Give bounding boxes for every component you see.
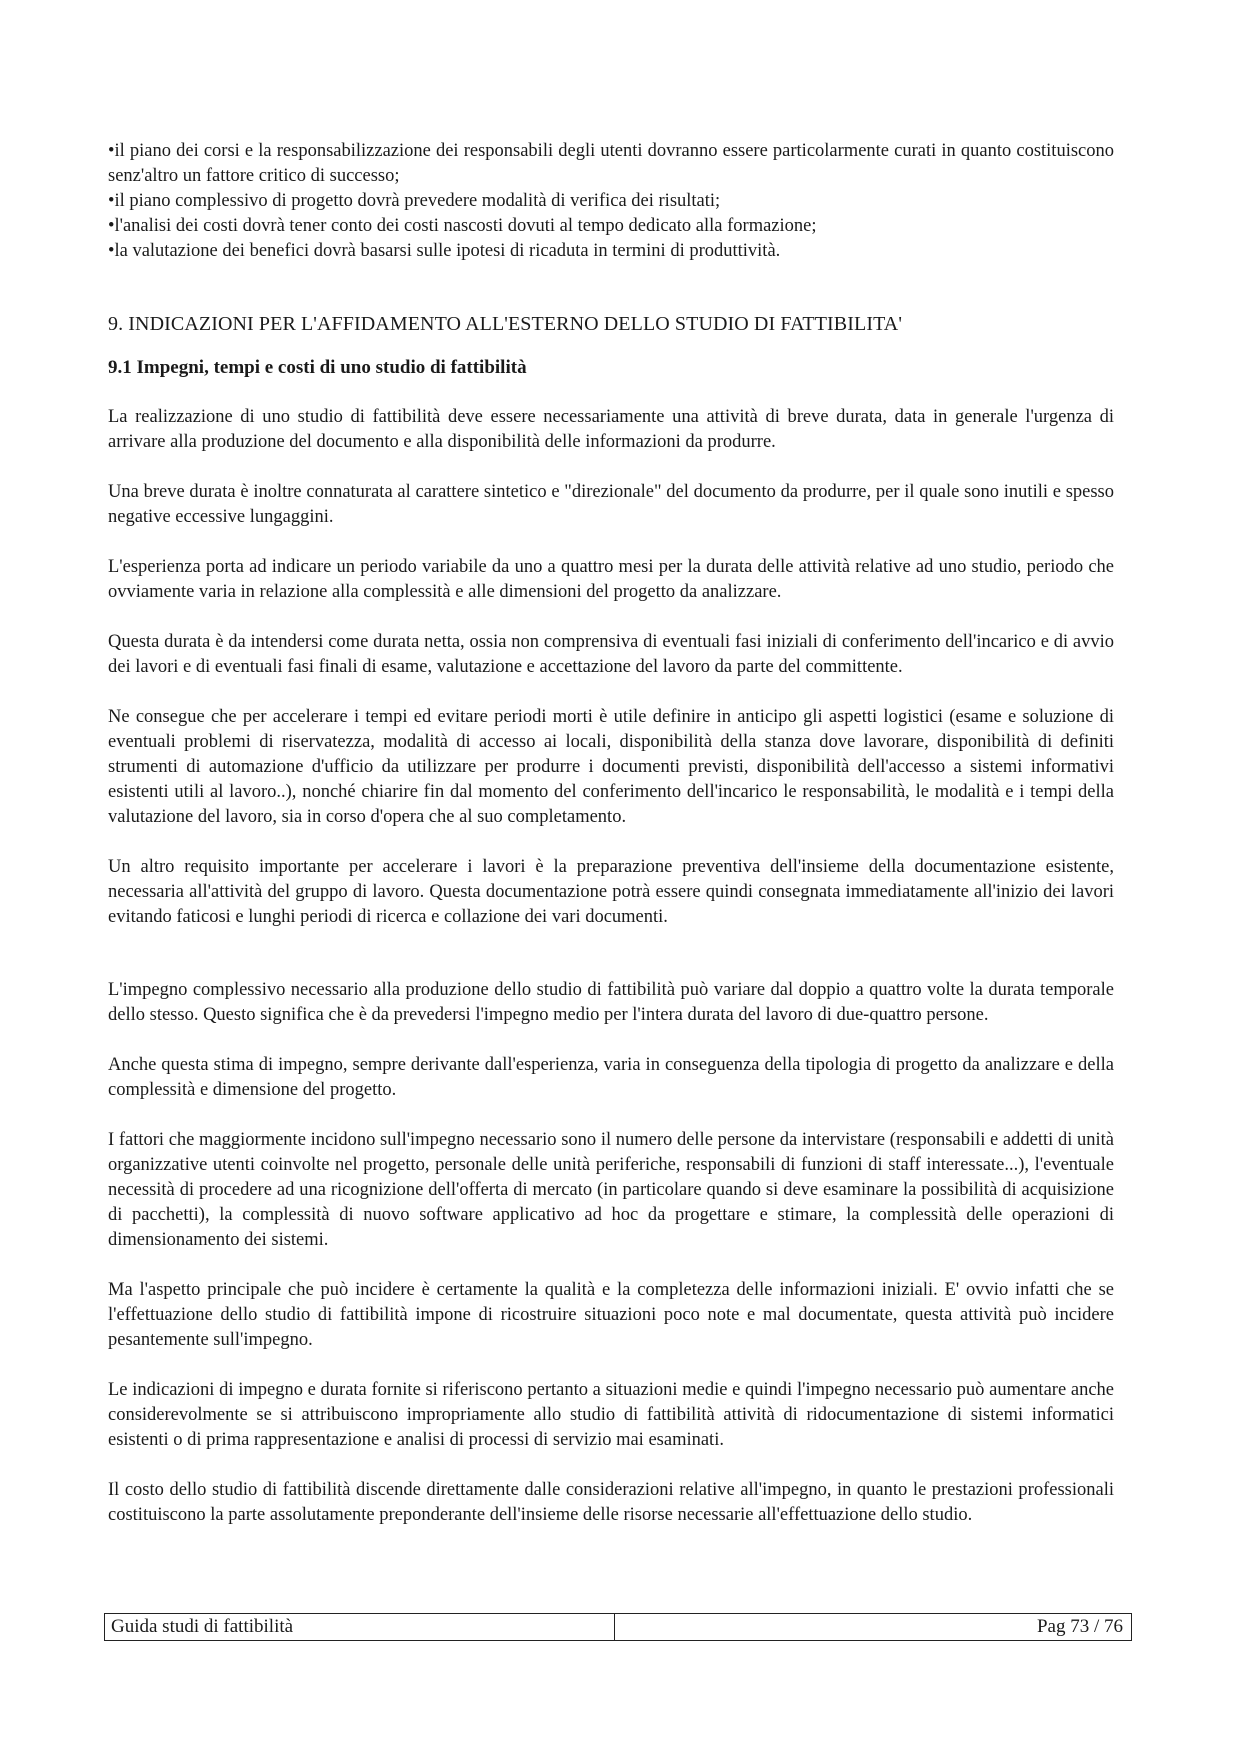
document-body	[108, 139, 1114, 1528]
subsection-title: 9.1 Impegni, tempi e costi di uno studio di fattibilità	[108, 357, 527, 378]
paragraph: I fattori che maggiormente incidono sull'impegno necessario sono il numero delle persone da intervistare (responsabili e addetti di unità organizzative utenti coinvolte nel progetto, personale delle unità periferiche, responsabili di funzioni di staff interessate...), l'eventuale necessità di procedere ad una ricognizione dell'offerta di mercato (in particolare quando si deve esaminare la possibilità di acquisizione di pacchetti), la complessità di nuovo software applicativo ad hoc da progettare e stimare, la complessità delle operazioni di dimensionamento dei sistemi.	[108, 1130, 1114, 1250]
bullet-item: • l'analisi dei costi dovrà tener conto dei costi nascosti dovuti al tempo dedicato alla formazione;	[108, 214, 1114, 239]
page-footer	[104, 1613, 1132, 1641]
bullet-item: • il piano dei corsi e la responsabilizzazione dei responsabili degli utenti dovranno essere particolarmente curati in quanto costituiscono senz'altro un fattore critico di successo;	[108, 139, 1114, 189]
paragraph: L'esperienza porta ad indicare un periodo variabile da uno a quattro mesi per la durata delle attività relative ad uno studio, periodo che ovviamente varia in relazione alla complessità e alle dimensioni del progetto da analizzare.	[108, 557, 1114, 602]
paragraph: Questa durata è da intendersi come durata netta, ossia non comprensiva di eventuali fasi iniziali di conferimento dell'incarico e di avvio dei lavori e di eventuali fasi finali di esame, valutazione e accettazione del lavoro da parte del committente.	[108, 632, 1114, 677]
paragraph: L'impegno complessivo necessario alla produzione dello studio di fattibilità può variare dal doppio a quattro volte la durata temporale dello stesso. Questo significa che è da prevedersi l'impegno medio per l'intera durata del lavoro di due-quattro persone.	[108, 980, 1114, 1025]
paragraph: Ne consegue che per accelerare i tempi ed evitare periodi morti è utile definire in anticipo gli aspetti logistici (esame e soluzione di eventuali problemi di riservatezza, modalità di accesso ai locali, disponibilità della stanza dove lavorare, disponibilità di definiti strumenti di automazione d'ufficio da utilizzare per produrre i documenti previsti, disponibilità dell'accesso a sistemi informativi esistenti utili al lavoro..), nonché chiarire fin dal momento del conferimento dell'incarico le responsabilità, le modalità e i tempi della valutazione del lavoro, sia in corso d'opera che al suo completamento.	[108, 707, 1114, 827]
paragraph: La realizzazione di uno studio di fattibilità deve essere necessariamente una attività di breve durata, data in generale l'urgenza di arrivare alla produzione del documento e alla disponibilità delle informazioni da produrre.	[108, 407, 1114, 452]
paragraph: Una breve durata è inoltre connaturata al carattere sintetico e "direzionale" del documento da produrre, per il quale sono inutili e spesso negative eccessive lungaggini.	[108, 482, 1114, 527]
paragraph: Le indicazioni di impegno e durata fornite si riferiscono pertanto a situazioni medie e quindi l'impegno necessario può aumentare anche considerevolmente se si attribuiscono impropriamente allo studio di fattibilità attività di ridocumentazione di sistemi informatici esistenti o di prima rappresentazione e analisi di processi di servizio mai esaminati.	[108, 1380, 1114, 1450]
footer-page-number: Pag 73 / 76	[1036, 1616, 1123, 1637]
paragraph: Ma l'aspetto principale che può incidere è certamente la qualità e la completezza delle informazioni iniziali. E' ovvio infatti che se l'effettuazione dello studio di fattibilità impone di ricostruire situazioni poco note e mal documentate, questa attività può incidere pesantemente sull'impegno.	[108, 1280, 1114, 1350]
paragraph: Un altro requisito importante per accelerare i lavori è la preparazione preventiva dell'insieme della documentazione esistente, necessaria all'attività del gruppo di lavoro. Questa documentazione potrà essere quindi consegnata immediatamente all'inizio dei lavori evitando faticosi e lunghi periodi di ricerca e collazione dei vari documenti.	[108, 857, 1114, 927]
paragraph: Anche questa stima di impegno, sempre derivante dall'esperienza, varia in conseguenza della tipologia di progetto da analizzare e della complessità e dimensione del progetto.	[108, 1055, 1114, 1100]
paragraph: Il costo dello studio di fattibilità discende direttamente dalle considerazioni relative all'impegno, in quanto le prestazioni professionali costituiscono la parte assolutamente preponderante dell'insieme delle risorse necessarie all'effettuazione dello studio.	[108, 1480, 1114, 1525]
footer-doc-title: Guida studi di fattibilità	[105, 1614, 615, 1640]
section-title: 9. INDICAZIONI PER L'AFFIDAMENTO ALL'ESTERNO DELLO STUDIO DI FATTIBILITA'	[108, 313, 903, 335]
bullet-list	[108, 139, 1114, 264]
bullet-item: • il piano complessivo di progetto dovrà prevedere modalità di verifica dei risultati;	[108, 189, 1114, 214]
bullet-item: • la valutazione dei benefici dovrà basarsi sulle ipotesi di ricaduta in termini di produttività.	[108, 239, 1114, 264]
